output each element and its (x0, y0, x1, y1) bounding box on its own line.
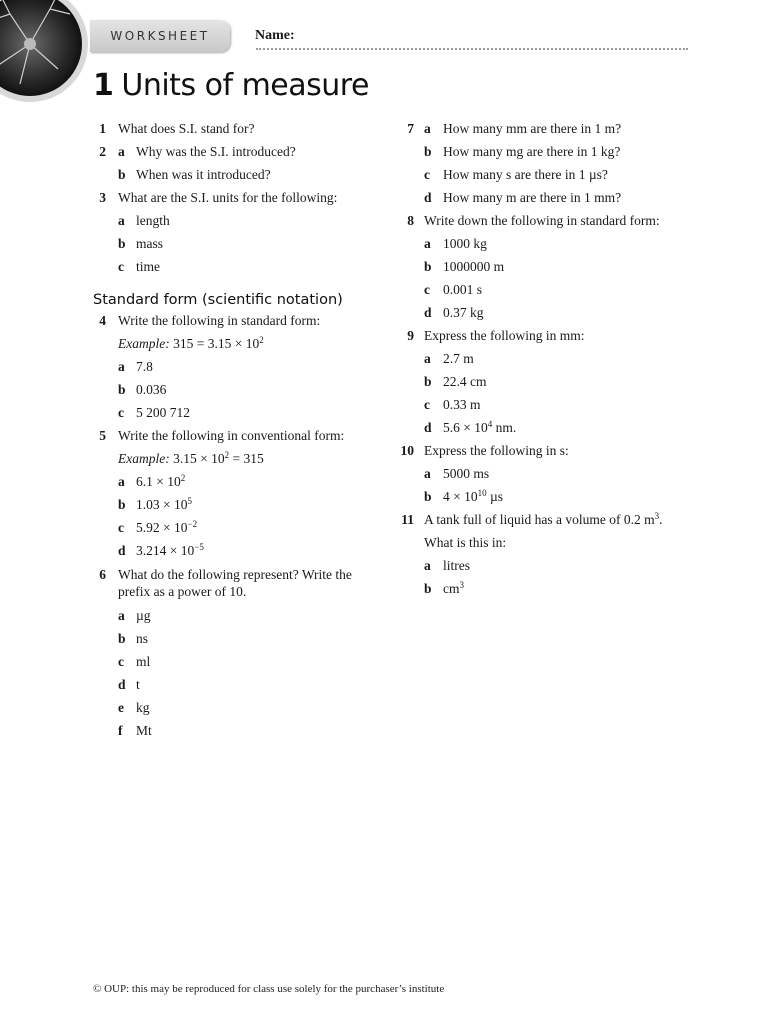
answer-item: 1000000 m (443, 259, 505, 274)
answer-item: 22.4 cm (443, 374, 487, 389)
part-letter: a (118, 608, 125, 623)
exponent: 2 (180, 473, 186, 483)
exponent: −5 (194, 542, 204, 552)
question-text: How many s are there in 1 µs? (443, 167, 608, 182)
answer-item: Mt (136, 723, 152, 738)
answer-item: mass (136, 236, 163, 251)
worksheet-tab: WORKSHEET (90, 20, 230, 52)
part-letter: a (118, 359, 125, 374)
question-text: Why was the S.I. introduced? (136, 144, 296, 159)
question-text: Express the following in s: (424, 443, 569, 458)
part-letter: c (118, 405, 124, 420)
part-letter: a (424, 558, 431, 573)
title-number: 1 (93, 68, 114, 103)
exponent: 4 (487, 419, 493, 429)
question-number: 6 (99, 567, 106, 582)
answer-item: 7.8 (136, 359, 153, 374)
question-text: Write the following in standard form: (118, 313, 321, 328)
part-letter: c (118, 520, 124, 535)
page-title (93, 68, 369, 103)
exponent: 3 (654, 511, 660, 521)
question-number: 8 (407, 213, 414, 228)
question-text: Express the following in mm: (424, 328, 585, 343)
question-text: Write the following in conventional form: (118, 428, 345, 443)
answer-item: kg (136, 700, 150, 715)
copyright-footer: © OUP: this may be reproduced for class use solely for the purchaser’s institute (93, 983, 445, 995)
exponent: 2 (259, 335, 264, 345)
part-letter: b (424, 489, 432, 504)
exponent: 3 (459, 580, 464, 590)
question-text: A tank full of liquid has a volume of 0.2 m (424, 512, 655, 527)
question-number: 1 (99, 121, 106, 136)
part-letter: b (424, 374, 432, 389)
answer-item: 0.37 kg (443, 305, 484, 320)
part-letter: d (424, 305, 432, 320)
question-number: 11 (401, 512, 414, 527)
part-letter: b (118, 167, 126, 182)
part-letter: a (118, 213, 125, 228)
answer-item: 1000 kg (443, 236, 487, 251)
question-text: How many mg are there in 1 kg? (443, 144, 621, 159)
part-letter: b (424, 581, 432, 596)
question-text: What are the S.I. units for the following: (118, 190, 338, 205)
part-letter: b (424, 259, 432, 274)
answer-item: t (136, 677, 140, 692)
exponent: −2 (187, 519, 198, 529)
question-number: 3 (99, 190, 106, 205)
part-letter: d (118, 677, 126, 692)
part-letter: c (424, 282, 430, 297)
part-letter: a (118, 474, 125, 489)
part-letter: c (118, 654, 124, 669)
example-text: 3.15 × 10 (169, 451, 225, 466)
part-letter: b (118, 382, 126, 397)
answer-item: ml (136, 654, 151, 669)
part-letter: a (424, 236, 431, 251)
example-text: 315 = 3.15 × 10 (169, 336, 260, 351)
name-field-line[interactable] (256, 48, 688, 50)
part-letter: a (424, 351, 431, 366)
part-letter: d (118, 543, 126, 558)
question-text: What do the following represent? Write the prefix as a power of 10. (118, 567, 352, 599)
question-number: 7 (407, 121, 414, 136)
answer-item: µg (136, 608, 151, 623)
question-text: What is this in: (424, 535, 507, 550)
part-letter: a (424, 466, 431, 481)
part-letter: c (424, 167, 430, 182)
part-letter: d (424, 420, 432, 435)
question-text: How many mm are there in 1 m? (443, 121, 622, 136)
answer-item: 0.001 s (443, 282, 483, 297)
part-letter: a (118, 144, 125, 159)
exponent: 10 (477, 488, 487, 498)
question-number: 4 (99, 313, 106, 328)
question-text: When was it introduced? (136, 167, 271, 182)
question-text: Write down the following in standard form: (424, 213, 660, 228)
name-label: Name: (255, 28, 295, 43)
question-text: How many m are there in 1 mm? (443, 190, 622, 205)
question-text: What does S.I. stand for? (118, 121, 255, 136)
title-text: Units of measure (121, 68, 369, 103)
answer-item: 0.036 (136, 382, 167, 397)
answer-item: 5.6 × 10 (443, 420, 488, 435)
example-label: Example: (118, 336, 170, 351)
answer-item: 4 × 10 (443, 489, 478, 504)
section-heading: Standard form (scientific notation) (93, 292, 343, 308)
answer-item: length (136, 213, 170, 228)
answer-item: 0.33 m (443, 397, 481, 412)
answer-item: 1.03 × 10 (136, 497, 188, 512)
question-number: 9 (407, 328, 414, 343)
part-letter: f (118, 723, 123, 738)
part-letter: d (424, 190, 432, 205)
exponent: 2 (224, 450, 230, 460)
answer-item: 6.1 × 10 (136, 474, 181, 489)
part-letter: c (424, 397, 430, 412)
example-result: = 315 (229, 451, 264, 466)
exponent: 5 (187, 496, 192, 506)
answer-item: 3.214 × 10 (136, 543, 195, 558)
example-label: Example: (118, 451, 170, 466)
answer-item: 5 200 712 (136, 405, 190, 420)
answer-item: 5000 ms (443, 466, 490, 481)
answer-item: litres (443, 558, 470, 573)
part-letter: c (118, 259, 124, 274)
plasma-ball-logo (0, 0, 90, 114)
answer-item: 2.7 m (443, 351, 474, 366)
part-letter: b (118, 497, 126, 512)
part-letter: b (118, 236, 126, 251)
unit-text: µs (486, 489, 504, 504)
answer-item: 5.92 × 10 (136, 520, 188, 535)
part-letter: e (118, 700, 124, 715)
part-letter: b (424, 144, 432, 159)
question-number: 2 (99, 144, 106, 159)
answer-item: time (136, 259, 160, 274)
question-number: 10 (400, 443, 414, 458)
part-letter: b (118, 631, 126, 646)
unit-text: nm. (492, 420, 517, 435)
answer-item: cm (443, 581, 460, 596)
part-letter: a (424, 121, 431, 136)
answer-item: ns (136, 631, 149, 646)
question-number: 5 (99, 428, 106, 443)
question-text-end: . (659, 512, 663, 527)
